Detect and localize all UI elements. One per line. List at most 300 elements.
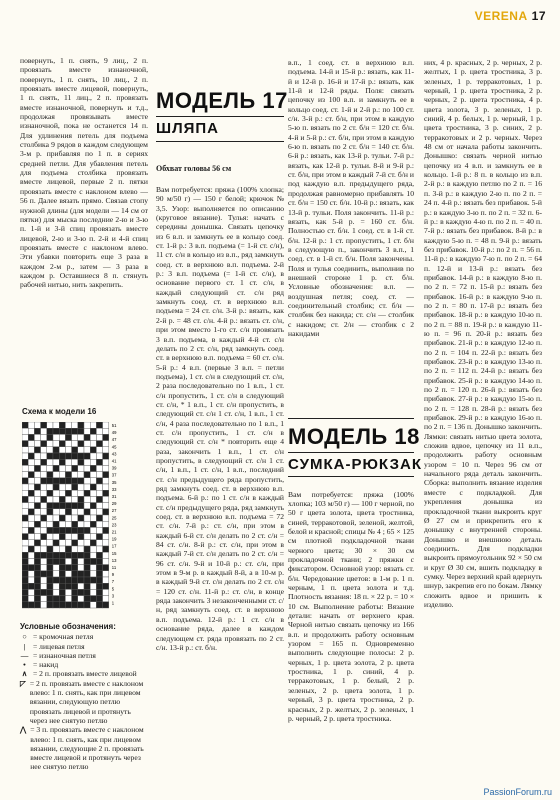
chart-cell xyxy=(78,521,84,527)
chart-cell xyxy=(90,503,96,509)
chart-cell xyxy=(78,596,84,602)
chart-cell xyxy=(72,571,78,577)
chart-cell xyxy=(28,534,34,540)
chart-cell xyxy=(28,558,34,564)
page-number: 17 xyxy=(531,9,546,23)
chart-cell xyxy=(22,478,28,484)
chart-cell xyxy=(78,540,84,546)
chart-cell xyxy=(34,503,40,509)
chart-cell xyxy=(65,540,71,546)
chart-cell xyxy=(78,453,84,459)
chart-cell xyxy=(53,596,59,602)
chart-cell xyxy=(41,534,47,540)
chart-cell xyxy=(34,441,40,447)
chart-cell xyxy=(103,496,109,502)
chart-cell xyxy=(90,565,96,571)
chart-cell xyxy=(41,453,47,459)
chart-cell xyxy=(84,583,90,589)
chart-cell xyxy=(22,558,28,564)
chart-cell xyxy=(28,521,34,527)
chart-cell xyxy=(72,589,78,595)
chart-cell xyxy=(34,552,40,558)
chart-row-label: 39 xyxy=(111,465,117,471)
legend-symbol: ○ xyxy=(22,632,27,642)
legend-title: Условные обозначения: xyxy=(20,622,116,631)
chart-cell xyxy=(22,527,28,533)
chart-cell xyxy=(41,540,47,546)
chart-cell xyxy=(53,546,59,552)
chart-cell xyxy=(72,602,78,608)
chart-cell xyxy=(41,434,47,440)
chart-cell xyxy=(96,496,102,502)
chart-cell xyxy=(59,503,65,509)
chart-cell xyxy=(53,534,59,540)
chart-cell xyxy=(84,558,90,564)
legend-symbol: • xyxy=(23,660,26,670)
legend-label: = 2 п. провязать вместе лицевой xyxy=(33,669,137,679)
chart-cell xyxy=(84,546,90,552)
chart-cell xyxy=(34,465,40,471)
chart-cell xyxy=(22,422,28,428)
chart-cell xyxy=(41,478,47,484)
chart-cell xyxy=(90,472,96,478)
chart-cell xyxy=(41,459,47,465)
chart-row-label: 37 xyxy=(111,472,117,478)
chart-cell xyxy=(90,602,96,608)
chart-cell xyxy=(90,583,96,589)
chart-cell xyxy=(34,565,40,571)
chart-row-label: 7 xyxy=(111,579,115,585)
chart-cell xyxy=(47,577,53,583)
chart-cell xyxy=(96,509,102,515)
chart-cell xyxy=(103,515,109,521)
chart-cell xyxy=(59,509,65,515)
chart-cell xyxy=(53,484,59,490)
chart-cell xyxy=(96,503,102,509)
chart-cell xyxy=(84,602,90,608)
chart-cell xyxy=(22,496,28,502)
chart-cell xyxy=(59,422,65,428)
chart-cell xyxy=(103,577,109,583)
chart-cell xyxy=(47,552,53,558)
chart-cell xyxy=(59,552,65,558)
chart-cell xyxy=(28,441,34,447)
chart-cell xyxy=(59,602,65,608)
chart-cell xyxy=(90,465,96,471)
chart-cell xyxy=(59,434,65,440)
divider xyxy=(288,418,414,419)
chart-cell xyxy=(90,596,96,602)
chart-cell xyxy=(84,527,90,533)
chart-cell xyxy=(28,496,34,502)
chart-cell xyxy=(28,484,34,490)
chart-row-label: 47 xyxy=(111,437,117,443)
chart-cell xyxy=(47,459,53,465)
chart-cell xyxy=(28,447,34,453)
chart-cell xyxy=(90,546,96,552)
chart-cell xyxy=(96,428,102,434)
chart-cell xyxy=(28,453,34,459)
chart-cell xyxy=(59,565,65,571)
chart-cell xyxy=(41,546,47,552)
chart-cell xyxy=(78,515,84,521)
chart-cell xyxy=(90,478,96,484)
chart-cell xyxy=(28,509,34,515)
chart-cell xyxy=(41,441,47,447)
chart-cell xyxy=(34,490,40,496)
chart-cell xyxy=(41,472,47,478)
divider xyxy=(156,116,284,117)
chart-cell xyxy=(59,527,65,533)
chart-cell xyxy=(47,441,53,447)
chart-cell xyxy=(47,496,53,502)
chart-cell xyxy=(28,472,34,478)
chart-cell xyxy=(90,459,96,465)
chart-cell xyxy=(78,496,84,502)
chart-cell xyxy=(59,596,65,602)
chart-cell xyxy=(22,459,28,465)
chart-cell xyxy=(96,490,102,496)
chart-cell xyxy=(28,602,34,608)
chart-cell xyxy=(96,546,102,552)
chart-cell xyxy=(90,558,96,564)
chart-cell xyxy=(84,459,90,465)
chart-cell xyxy=(103,478,109,484)
chart-cell xyxy=(90,453,96,459)
chart-cell xyxy=(22,589,28,595)
chart-cell xyxy=(28,515,34,521)
chart-cell xyxy=(47,540,53,546)
chart-cell xyxy=(53,441,59,447)
chart-cell xyxy=(53,577,59,583)
chart-cell xyxy=(103,583,109,589)
chart-cell xyxy=(53,565,59,571)
chart-cell xyxy=(96,447,102,453)
chart-cell xyxy=(90,534,96,540)
chart-cell xyxy=(78,434,84,440)
chart-cell xyxy=(72,552,78,558)
chart-cell xyxy=(78,558,84,564)
chart-cell xyxy=(59,465,65,471)
chart-cell xyxy=(22,484,28,490)
chart-cell xyxy=(22,509,28,515)
chart-cell xyxy=(47,422,53,428)
chart-cell xyxy=(84,534,90,540)
chart-cell xyxy=(41,552,47,558)
model-17-subtitle: ШЛЯПА xyxy=(156,120,219,137)
chart-cell xyxy=(65,496,71,502)
chart-cell xyxy=(72,577,78,583)
chart-cell xyxy=(72,515,78,521)
chart-cell xyxy=(53,521,59,527)
chart-cell xyxy=(65,441,71,447)
chart-cell xyxy=(34,428,40,434)
chart-cell xyxy=(34,596,40,602)
chart-cell xyxy=(41,565,47,571)
model-17-instructions: Вам потребуется: пряжа (100% хлопка; 90 м/50 г) — 150 г белой; крючок № 3,5. Узор: выполняется по описанию (круговое вязание). Тулья: начать с середины донышка. Связать цепочку из 6 в.п. и замкнуть ее в кольцо соед. ст. 1-й р.: 3 в.п. подъема (= 1-й ст. с/н), 11 ст. с/н в кольцо из в.п., ряд замкнуть соед. ст. в верхнюю в.п. подъема. 2-й р.: 3 в.п. подъема (= 1-й ст. с/н), в основание первого ст. 1 ст. с/н, в каждый следующий ст. с/н ряд замкнуть соед. ст. в верхнюю в.п. подъема = 24 ст. с/н. 3-й р.: вязать, как 2-й р. = 48 ст. с/н. 4-й р.: вязать ст. с/н, при этом вместо 1-го ст. с/н провязать 3 в.п. подъема, в каждый 4-й ст. с/н делать по 2 ст. с/н, ряд замкнуть соед. ст. в верхнюю в.п. подъема = 60 ст. с/н. 5-й р.: 4 в.п. (первые 3 в.п. = петли подъема), 1 ст. с/н в следующий ст. с/н, 2 раза последовательно по 1 в.п., 1 ст. с/н пропустить, 1 ст. с/н в следующий ст. с/н, * 1 в.п., 1 ст. с/н пропустить, в следующий ст. с/н 1 ст. с/н, 1 в.п., 1 ст. с/н, 4 раза последовательно по 1 в.п., 1 ст. с/н пропустить, 1 ст. с/н в следующий ст. с/н * повторить еще 4 раза, закончить 1 в.п., 1 ст. с/н пропустить, в следующий ст. с/н 1 ст. с/н, 1 в.п., 1 ст. с/н, 1 в.п., последний ст. с/н предыдущего ряда пропустить, ряд замкнуть соед. ст. в верхнюю в.п. подъема. 6-й р.: по 1 ст. с/н в каждый ст. с/н предыдущего ряда, ряд замкнуть соед. ст. в верхнюю в.п. подъема = 72 ст. с/н. 7-й р.: ст. с/н, при этом в каждый 6-й ст. с/н делать по 2 ст. с/н = 84 ст. с/н. 8-й р.: ст. с/н, при этом в каждый 7-й ст. с/н делать по 2 ст. с/н = 96 ст. с/н. 9-й и 10-й р.: ст. с/н, при этом в 9-м р. в каждый 8-й, а в 10-м р. в каждый 9-й ст. с/н делать по 2 ст. с/н = 120 ст. с/н. 11-й р.: ст. с/н, в конце ряда закончить 3 незаконченными ст. с/н, ряд замкнуть соед. ст. в верхнюю в.п. подъема. 12-й р.: 1 ст. с/н в основание ряда, далее в каждом следующем ст. ряда провязать по 2 ст. с/н. 13-й р.: ст. б/н. xyxy=(156,185,284,652)
chart-cell xyxy=(41,583,47,589)
knitting-chart xyxy=(22,422,132,618)
chart-cell xyxy=(41,589,47,595)
chart-cell xyxy=(34,496,40,502)
chart-cell xyxy=(41,527,47,533)
chart-cell xyxy=(34,527,40,533)
chart-cell xyxy=(84,472,90,478)
chart-cell xyxy=(47,503,53,509)
chart-cell xyxy=(103,558,109,564)
chart-cell xyxy=(90,422,96,428)
chart-cell xyxy=(78,484,84,490)
chart-cell xyxy=(72,521,78,527)
chart-cell xyxy=(78,503,84,509)
chart-cell xyxy=(59,478,65,484)
chart-cell xyxy=(103,447,109,453)
chart-cell xyxy=(34,602,40,608)
divider xyxy=(288,476,414,477)
chart-cell xyxy=(59,577,65,583)
chart-cell xyxy=(65,478,71,484)
chart-cell xyxy=(47,472,53,478)
chart-cell xyxy=(103,521,109,527)
chart-cell xyxy=(96,521,102,527)
chart-cell xyxy=(78,465,84,471)
chart-cell xyxy=(78,478,84,484)
chart-cell xyxy=(72,447,78,453)
legend-label: = накид xyxy=(33,660,59,670)
chart-cell xyxy=(47,558,53,564)
chart-row-label: 3 xyxy=(111,593,115,599)
chart-cell xyxy=(103,534,109,540)
chart-cell xyxy=(34,558,40,564)
chart-cell xyxy=(65,509,71,515)
chart-row-label: 23 xyxy=(111,522,117,528)
chart-cell xyxy=(34,546,40,552)
chart-cell xyxy=(53,428,59,434)
chart-cell xyxy=(47,447,53,453)
chart-cell xyxy=(65,484,71,490)
chart-cell xyxy=(65,453,71,459)
chart-cell xyxy=(65,459,71,465)
chart-cell xyxy=(65,596,71,602)
chart-cell xyxy=(59,521,65,527)
chart-cell xyxy=(78,422,84,428)
chart-cell xyxy=(22,596,28,602)
chart-cell xyxy=(78,472,84,478)
chart-row-label: 45 xyxy=(111,444,117,450)
chart-row-label: 51 xyxy=(111,423,117,428)
chart-cell xyxy=(96,527,102,533)
chart-row-label: 11 xyxy=(111,565,117,570)
chart-cell xyxy=(103,465,109,471)
chart-cell xyxy=(34,484,40,490)
chart-cell xyxy=(72,496,78,502)
chart-cell xyxy=(28,503,34,509)
chart-cell xyxy=(22,453,28,459)
chart-cell xyxy=(28,546,34,552)
chart-cell xyxy=(53,583,59,589)
chart-cell xyxy=(34,540,40,546)
chart-cell xyxy=(65,571,71,577)
chart-cell xyxy=(90,589,96,595)
chart-row-label: 9 xyxy=(111,572,115,578)
chart-cell xyxy=(90,521,96,527)
scheme-title: Схема к модели 16 xyxy=(22,407,97,416)
chart-row-label: 27 xyxy=(111,508,117,514)
chart-cell xyxy=(34,589,40,595)
chart-cell xyxy=(41,521,47,527)
chart-cell xyxy=(78,571,84,577)
chart-cell xyxy=(103,434,109,440)
chart-cell xyxy=(65,422,71,428)
legend-item xyxy=(20,632,150,641)
chart-cell xyxy=(103,490,109,496)
chart-cell xyxy=(96,589,102,595)
chart-cell xyxy=(84,596,90,602)
chart-cell xyxy=(65,534,71,540)
legend-item xyxy=(20,642,150,651)
chart-cell xyxy=(84,428,90,434)
chart-cell xyxy=(65,521,71,527)
chart-cell xyxy=(59,540,65,546)
chart-cell xyxy=(96,422,102,428)
chart-cell xyxy=(78,527,84,533)
chart-cell xyxy=(72,428,78,434)
chart-cell xyxy=(47,596,53,602)
chart-cell xyxy=(53,490,59,496)
chart-cell xyxy=(53,465,59,471)
chart-cell xyxy=(72,546,78,552)
chart-cell xyxy=(96,453,102,459)
chart-cell xyxy=(103,565,109,571)
chart-cell xyxy=(103,503,109,509)
chart-cell xyxy=(72,540,78,546)
chart-cell xyxy=(96,596,102,602)
chart-cell xyxy=(47,565,53,571)
chart-cell xyxy=(90,447,96,453)
chart-cell xyxy=(103,472,109,478)
chart-cell xyxy=(53,540,59,546)
chart-cell xyxy=(78,428,84,434)
chart-cell xyxy=(47,571,53,577)
legend-item xyxy=(20,679,150,725)
chart-cell xyxy=(103,540,109,546)
chart-cell xyxy=(59,515,65,521)
chart-cell xyxy=(28,490,34,496)
chart-cell xyxy=(72,422,78,428)
chart-cell xyxy=(96,540,102,546)
chart-cell xyxy=(78,589,84,595)
chart-cell xyxy=(90,527,96,533)
chart-cell xyxy=(103,484,109,490)
chart-cell xyxy=(41,558,47,564)
chart-cell xyxy=(72,459,78,465)
chart-cell xyxy=(78,459,84,465)
legend-label: = 3 п. провязать вместе с наклоном влево: 1 п. снять, как при лицевом вязании, следующие 2 п. провязать вместе лицевой и протянуть через нее снятую петлю xyxy=(30,725,144,772)
chart-cell xyxy=(96,434,102,440)
chart-cell xyxy=(28,552,34,558)
chart-cell xyxy=(78,509,84,515)
chart-cell xyxy=(22,515,28,521)
legend-symbol: | xyxy=(23,641,26,651)
chart-cell xyxy=(90,515,96,521)
chart-cell xyxy=(53,478,59,484)
chart-cell xyxy=(34,447,40,453)
chart-cell xyxy=(34,521,40,527)
chart-cell xyxy=(96,565,102,571)
chart-row-label: 25 xyxy=(111,515,117,521)
chart-cell xyxy=(78,546,84,552)
chart-row-label: 49 xyxy=(111,430,117,436)
chart-cell xyxy=(34,422,40,428)
chart-cell xyxy=(78,490,84,496)
chart-cell xyxy=(78,441,84,447)
chart-cell xyxy=(47,478,53,484)
chart-cell xyxy=(22,521,28,527)
chart-cell xyxy=(84,422,90,428)
legend-label: = 2 п. провязать вместе с наклоном влево: 1 п. снять, как при лицевом вязании, следующую петлю провязать лицевой и протянуть через нее снятую петлю xyxy=(29,678,144,725)
chart-cell xyxy=(84,441,90,447)
chart-cell xyxy=(28,596,34,602)
chart-cell xyxy=(84,496,90,502)
chart-row-label: 31 xyxy=(111,494,117,499)
chart-row-label: 21 xyxy=(111,529,117,535)
chart-cell xyxy=(22,577,28,583)
chart-cell xyxy=(90,428,96,434)
chart-cell xyxy=(78,577,84,583)
chart-cell xyxy=(103,546,109,552)
chart-cell xyxy=(96,478,102,484)
legend-symbol: ◸ xyxy=(20,678,26,688)
chart-cell xyxy=(96,459,102,465)
chart-cell xyxy=(41,515,47,521)
chart-cell xyxy=(96,472,102,478)
chart-cell xyxy=(90,571,96,577)
chart-cell xyxy=(72,583,78,589)
chart-cell xyxy=(96,534,102,540)
chart-cell xyxy=(84,447,90,453)
chart-cell xyxy=(65,602,71,608)
chart-cell xyxy=(28,459,34,465)
chart-row-label: 15 xyxy=(111,550,117,556)
chart-cell xyxy=(59,583,65,589)
chart-cell xyxy=(34,472,40,478)
chart-cell xyxy=(47,453,53,459)
legend-item xyxy=(20,725,150,771)
chart-cell xyxy=(96,602,102,608)
chart-cell xyxy=(84,503,90,509)
chart-cell xyxy=(47,484,53,490)
chart-row-label: 43 xyxy=(111,451,117,457)
chart-cell xyxy=(47,428,53,434)
chart-cell xyxy=(47,490,53,496)
chart-cell xyxy=(53,509,59,515)
chart-row-label: 5 xyxy=(111,586,115,592)
chart-cell xyxy=(78,583,84,589)
chart-cell xyxy=(41,602,47,608)
chart-cell xyxy=(65,447,71,453)
chart-cell xyxy=(41,571,47,577)
chart-cell xyxy=(53,552,59,558)
chart-cell xyxy=(72,472,78,478)
chart-cell xyxy=(65,465,71,471)
chart-cell xyxy=(72,490,78,496)
chart-cell xyxy=(28,527,34,533)
chart-cell xyxy=(59,534,65,540)
chart-cell xyxy=(28,571,34,577)
chart-row-label: 29 xyxy=(111,501,117,507)
chart-cell xyxy=(53,422,59,428)
chart-cell xyxy=(59,589,65,595)
